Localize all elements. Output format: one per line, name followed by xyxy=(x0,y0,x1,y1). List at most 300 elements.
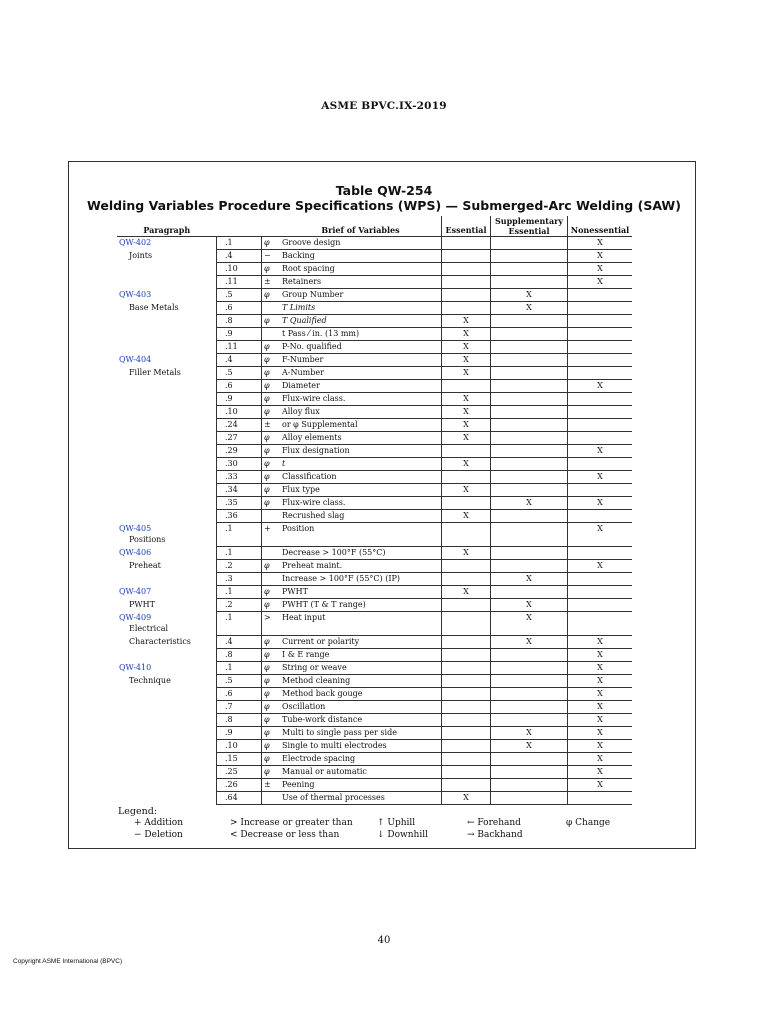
nonessential-mark: X xyxy=(568,636,633,649)
variable-symbol xyxy=(262,547,281,560)
paragraph-cell xyxy=(117,380,217,393)
essential-mark xyxy=(442,573,491,586)
variable-number: .6 xyxy=(217,380,262,393)
essential-mark xyxy=(442,302,491,315)
essential-mark: X xyxy=(442,792,491,805)
variable-brief: Group Number xyxy=(280,289,442,302)
variable-number: .10 xyxy=(217,263,262,276)
paragraph-cell xyxy=(117,419,217,432)
supplementary-mark xyxy=(491,367,568,380)
table-row xyxy=(117,547,632,560)
paragraph-cell xyxy=(117,612,217,636)
supplementary-mark xyxy=(491,276,568,289)
paragraph-cell xyxy=(117,688,217,701)
nonessential-mark xyxy=(568,792,633,805)
variable-brief: Preheat maint. xyxy=(280,560,442,573)
supplementary-mark: X xyxy=(491,573,568,586)
variable-symbol: φ xyxy=(262,445,281,458)
essential-mark: X xyxy=(442,586,491,599)
supplementary-mark xyxy=(491,688,568,701)
essential-mark xyxy=(442,688,491,701)
variable-brief: F-Number xyxy=(280,354,442,367)
variable-symbol: φ xyxy=(262,560,281,573)
table-row xyxy=(117,445,632,458)
nonessential-mark: X xyxy=(568,497,633,510)
supplementary-mark xyxy=(491,662,568,675)
variable-symbol: φ xyxy=(262,380,281,393)
table-row xyxy=(117,458,632,471)
variable-brief: T Qualified xyxy=(280,315,442,328)
wps-table xyxy=(117,216,632,805)
variable-symbol: φ xyxy=(262,714,281,727)
variable-brief: Flux-wire class. xyxy=(280,393,442,406)
essential-mark xyxy=(442,523,491,547)
table-row xyxy=(117,662,632,675)
supplementary-mark xyxy=(491,586,568,599)
page-number: 40 xyxy=(377,935,391,946)
paragraph-cell xyxy=(117,740,217,753)
nonessential-mark: X xyxy=(568,701,633,714)
paragraph-link[interactable]: QW-405 xyxy=(119,523,152,533)
supplementary-mark xyxy=(491,250,568,263)
paragraph-cell xyxy=(117,714,217,727)
table-row xyxy=(117,792,632,805)
nonessential-mark: X xyxy=(568,675,633,688)
supplementary-mark: X xyxy=(491,497,568,510)
variable-number: .5 xyxy=(217,675,262,688)
variable-brief: t Pass ⁄ in. (13 mm) xyxy=(280,328,442,341)
essential-mark xyxy=(442,779,491,792)
paragraph-link[interactable]: QW-409 xyxy=(119,612,152,622)
nonessential-mark: X xyxy=(568,250,633,263)
table-row xyxy=(117,701,632,714)
supplementary-mark: X xyxy=(491,289,568,302)
paragraph-cell xyxy=(117,289,217,302)
variable-number: .7 xyxy=(217,701,262,714)
paragraph-link[interactable]: QW-407 xyxy=(119,586,152,596)
nonessential-mark xyxy=(568,406,633,419)
table-row xyxy=(117,263,632,276)
table-row xyxy=(117,367,632,380)
essential-mark xyxy=(442,649,491,662)
paragraph-group: Filler Metals xyxy=(129,367,181,377)
variable-symbol: φ xyxy=(262,649,281,662)
variable-number: .1 xyxy=(217,612,262,636)
paragraph-group: Joints xyxy=(129,250,153,260)
table-row xyxy=(117,276,632,289)
supplementary-mark xyxy=(491,341,568,354)
variable-brief: Diameter xyxy=(280,380,442,393)
wps-table-body xyxy=(117,237,632,805)
variable-brief: Decrease > 100°F (55°C) xyxy=(280,547,442,560)
table-row xyxy=(117,484,632,497)
paragraph-cell xyxy=(117,406,217,419)
table-row xyxy=(117,471,632,484)
variable-number: .29 xyxy=(217,445,262,458)
table-row xyxy=(117,766,632,779)
paragraph-cell xyxy=(117,523,217,547)
col-nonessential: Nonessential xyxy=(568,216,633,237)
variable-brief: Method cleaning xyxy=(280,675,442,688)
supplementary-mark xyxy=(491,714,568,727)
nonessential-mark xyxy=(568,599,633,612)
table-row xyxy=(117,740,632,753)
table-row xyxy=(117,779,632,792)
variable-symbol xyxy=(262,328,281,341)
essential-mark xyxy=(442,727,491,740)
nonessential-mark xyxy=(568,547,633,560)
nonessential-mark xyxy=(568,341,633,354)
variable-brief: Flux type xyxy=(280,484,442,497)
paragraph-cell xyxy=(117,484,217,497)
variable-brief: T Limits xyxy=(280,302,442,315)
supplementary-mark xyxy=(491,792,568,805)
essential-mark: X xyxy=(442,547,491,560)
variable-symbol: φ xyxy=(262,237,281,250)
variable-number: .26 xyxy=(217,779,262,792)
nonessential-mark: X xyxy=(568,523,633,547)
nonessential-mark: X xyxy=(568,263,633,276)
essential-mark xyxy=(442,662,491,675)
supplementary-mark xyxy=(491,484,568,497)
legend-item: ← Forehand xyxy=(467,818,521,828)
variable-brief: String or weave xyxy=(280,662,442,675)
variable-brief: Manual or automatic xyxy=(280,766,442,779)
variable-number: .8 xyxy=(217,714,262,727)
nonessential-mark: X xyxy=(568,740,633,753)
supplementary-mark xyxy=(491,380,568,393)
essential-mark xyxy=(442,497,491,510)
variable-symbol: φ xyxy=(262,471,281,484)
paragraph-cell xyxy=(117,547,217,560)
legend-item: ↓ Downhill xyxy=(377,830,428,840)
variable-number: .6 xyxy=(217,688,262,701)
nonessential-mark: X xyxy=(568,237,633,250)
variable-brief: Heat input xyxy=(280,612,442,636)
supplementary-mark xyxy=(491,458,568,471)
variable-symbol: φ xyxy=(262,484,281,497)
supplementary-mark: X xyxy=(491,727,568,740)
supplementary-mark xyxy=(491,263,568,276)
variable-brief: Current or polarity xyxy=(280,636,442,649)
paragraph-cell xyxy=(117,510,217,523)
table-row xyxy=(117,497,632,510)
variable-symbol: φ xyxy=(262,341,281,354)
nonessential-mark: X xyxy=(568,753,633,766)
nonessential-mark xyxy=(568,432,633,445)
essential-mark: X xyxy=(442,458,491,471)
variable-number: .10 xyxy=(217,740,262,753)
variable-brief: Backing xyxy=(280,250,442,263)
nonessential-mark xyxy=(568,510,633,523)
supplementary-mark xyxy=(491,432,568,445)
variable-number: .8 xyxy=(217,315,262,328)
paragraph-cell xyxy=(117,636,217,649)
paragraph-link[interactable]: QW-404 xyxy=(119,354,152,364)
supplementary-mark: X xyxy=(491,636,568,649)
variable-symbol: φ xyxy=(262,458,281,471)
variable-brief: Electrode spacing xyxy=(280,753,442,766)
legend-item: > Increase or greater than xyxy=(230,818,353,828)
paragraph-cell xyxy=(117,649,217,662)
essential-mark xyxy=(442,714,491,727)
essential-mark: X xyxy=(442,484,491,497)
essential-mark xyxy=(442,289,491,302)
paragraph-cell xyxy=(117,432,217,445)
paragraph-cell xyxy=(117,341,217,354)
essential-mark: X xyxy=(442,328,491,341)
supplementary-mark: X xyxy=(491,612,568,636)
variable-brief: Position xyxy=(280,523,442,547)
legend-item: ↑ Uphill xyxy=(377,818,416,828)
paragraph-cell xyxy=(117,458,217,471)
supplementary-mark xyxy=(491,237,568,250)
variable-number: .15 xyxy=(217,753,262,766)
table-row xyxy=(117,315,632,328)
variable-number: .2 xyxy=(217,599,262,612)
nonessential-mark: X xyxy=(568,380,633,393)
variable-symbol: φ xyxy=(262,599,281,612)
paragraph-link[interactable]: QW-402 xyxy=(119,238,152,247)
variable-symbol: φ xyxy=(262,367,281,380)
variable-brief: Peening xyxy=(280,779,442,792)
table-row xyxy=(117,237,632,250)
essential-mark xyxy=(442,276,491,289)
nonessential-mark xyxy=(568,573,633,586)
table-row xyxy=(117,328,632,341)
variable-symbol: φ xyxy=(262,432,281,445)
paragraph-cell xyxy=(117,302,217,315)
copyright-notice: Copyright ASME International (BPVC) xyxy=(13,958,123,965)
essential-mark: X xyxy=(442,510,491,523)
supplementary-mark xyxy=(491,406,568,419)
variable-symbol: φ xyxy=(262,586,281,599)
essential-mark: X xyxy=(442,406,491,419)
variable-number: .25 xyxy=(217,766,262,779)
nonessential-mark xyxy=(568,612,633,636)
variable-number: .1 xyxy=(217,523,262,547)
paragraph-cell xyxy=(117,779,217,792)
legend-item: + Addition xyxy=(134,818,184,828)
table-row xyxy=(117,649,632,662)
table-row xyxy=(117,289,632,302)
paragraph-cell xyxy=(117,367,217,380)
paragraph-cell xyxy=(117,727,217,740)
variable-symbol: φ xyxy=(262,393,281,406)
paragraph-group: PWHT xyxy=(129,599,155,609)
essential-mark xyxy=(442,612,491,636)
supplementary-mark xyxy=(491,523,568,547)
variable-brief: Method back gouge xyxy=(280,688,442,701)
variable-number: .34 xyxy=(217,484,262,497)
variable-symbol: > xyxy=(262,612,281,636)
variable-number: .24 xyxy=(217,419,262,432)
variable-symbol: φ xyxy=(262,497,281,510)
variable-symbol: φ xyxy=(262,315,281,328)
paragraph-link[interactable]: QW-410 xyxy=(119,662,152,672)
variable-brief: Classification xyxy=(280,471,442,484)
supplementary-mark xyxy=(491,393,568,406)
paragraph-group: Characteristics xyxy=(129,636,191,646)
essential-mark: X xyxy=(442,367,491,380)
variable-number: .36 xyxy=(217,510,262,523)
essential-mark xyxy=(442,445,491,458)
nonessential-mark xyxy=(568,419,633,432)
variable-number: .6 xyxy=(217,302,262,315)
legend-item: → Backhand xyxy=(467,830,523,840)
essential-mark: X xyxy=(442,419,491,432)
variable-brief: t xyxy=(280,458,442,471)
nonessential-mark: X xyxy=(568,766,633,779)
variable-brief: Multi to single pass per side xyxy=(280,727,442,740)
variable-number: .5 xyxy=(217,289,262,302)
legend xyxy=(118,806,157,817)
variable-number: .4 xyxy=(217,354,262,367)
nonessential-mark: X xyxy=(568,662,633,675)
essential-mark xyxy=(442,740,491,753)
table-row xyxy=(117,432,632,445)
paragraph-cell xyxy=(117,250,217,263)
variable-symbol: ± xyxy=(262,779,281,792)
table-row xyxy=(117,523,632,547)
paragraph-link[interactable]: QW-403 xyxy=(119,289,152,299)
paragraph-cell xyxy=(117,753,217,766)
paragraph-cell xyxy=(117,237,217,250)
table-row xyxy=(117,510,632,523)
variable-symbol: ± xyxy=(262,419,281,432)
essential-mark: X xyxy=(442,393,491,406)
variable-brief: Flux-wire class. xyxy=(280,497,442,510)
supplementary-mark xyxy=(491,779,568,792)
variable-symbol: φ xyxy=(262,289,281,302)
supplementary-mark xyxy=(491,753,568,766)
table-number: Table QW-254 xyxy=(335,183,433,198)
table-row xyxy=(117,302,632,315)
paragraph-cell xyxy=(117,471,217,484)
table-row xyxy=(117,393,632,406)
legend-item: < Decrease or less than xyxy=(230,830,340,840)
paragraph-cell xyxy=(117,701,217,714)
variable-symbol xyxy=(262,792,281,805)
variable-symbol: φ xyxy=(262,753,281,766)
variable-brief: Flux designation xyxy=(280,445,442,458)
variable-symbol: φ xyxy=(262,701,281,714)
variable-number: .9 xyxy=(217,328,262,341)
variable-symbol: φ xyxy=(262,406,281,419)
paragraph-group: Electrical xyxy=(129,623,169,633)
variable-symbol: φ xyxy=(262,263,281,276)
supplementary-mark xyxy=(491,315,568,328)
legend-item: − Deletion xyxy=(134,830,183,840)
supplementary-mark xyxy=(491,510,568,523)
variable-brief: Recrushed slag xyxy=(280,510,442,523)
variable-brief: or φ Supplemental xyxy=(280,419,442,432)
nonessential-mark xyxy=(568,484,633,497)
variable-number: .10 xyxy=(217,406,262,419)
paragraph-cell xyxy=(117,393,217,406)
supplementary-mark xyxy=(491,419,568,432)
variable-symbol xyxy=(262,573,281,586)
variable-symbol: φ xyxy=(262,675,281,688)
table-row xyxy=(117,354,632,367)
nonessential-mark: X xyxy=(568,727,633,740)
col-paragraph: Paragraph xyxy=(117,216,217,237)
variable-brief: Increase > 100°F (55°C) (IP) xyxy=(280,573,442,586)
variable-symbol: − xyxy=(262,250,281,263)
variable-brief: Oscillation xyxy=(280,701,442,714)
supplementary-mark xyxy=(491,560,568,573)
supplementary-mark xyxy=(491,701,568,714)
paragraph-link[interactable]: QW-406 xyxy=(119,547,152,557)
variable-symbol: ± xyxy=(262,276,281,289)
document-header: ASME BPVC.IX-2019 xyxy=(321,100,447,112)
table-row xyxy=(117,573,632,586)
supplementary-mark xyxy=(491,547,568,560)
variable-number: .4 xyxy=(217,250,262,263)
nonessential-mark: X xyxy=(568,276,633,289)
variable-symbol: φ xyxy=(262,662,281,675)
essential-mark xyxy=(442,675,491,688)
table-row xyxy=(117,250,632,263)
essential-mark xyxy=(442,599,491,612)
paragraph-cell xyxy=(117,445,217,458)
table-row xyxy=(117,753,632,766)
table-row xyxy=(117,675,632,688)
nonessential-mark: X xyxy=(568,445,633,458)
nonessential-mark xyxy=(568,289,633,302)
col-supplementary-line1: Supplementary xyxy=(494,216,564,226)
paragraph-cell xyxy=(117,263,217,276)
paragraph-cell xyxy=(117,766,217,779)
essential-mark: X xyxy=(442,341,491,354)
essential-mark xyxy=(442,471,491,484)
variable-symbol: φ xyxy=(262,727,281,740)
variable-brief: Tube-work distance xyxy=(280,714,442,727)
variable-brief: A-Number xyxy=(280,367,442,380)
essential-mark xyxy=(442,701,491,714)
table-row xyxy=(117,560,632,573)
paragraph-group: Preheat xyxy=(129,560,161,570)
paragraph-group: Technique xyxy=(129,675,171,685)
variable-number: .2 xyxy=(217,560,262,573)
paragraph-cell xyxy=(117,354,217,367)
variable-symbol: φ xyxy=(262,688,281,701)
variable-number: .5 xyxy=(217,367,262,380)
paragraph-group: Base Metals xyxy=(129,302,179,312)
table-row xyxy=(117,599,632,612)
variable-number: .1 xyxy=(217,662,262,675)
paragraph-cell xyxy=(117,675,217,688)
table-row xyxy=(117,419,632,432)
essential-mark xyxy=(442,380,491,393)
paragraph-cell xyxy=(117,662,217,675)
table-row xyxy=(117,380,632,393)
variable-number: .8 xyxy=(217,649,262,662)
essential-mark xyxy=(442,237,491,250)
supplementary-mark xyxy=(491,445,568,458)
nonessential-mark: X xyxy=(568,688,633,701)
nonessential-mark xyxy=(568,315,633,328)
supplementary-mark: X xyxy=(491,740,568,753)
paragraph-cell xyxy=(117,599,217,612)
variable-symbol: φ xyxy=(262,354,281,367)
variable-brief: P-No. qualified xyxy=(280,341,442,354)
essential-mark xyxy=(442,636,491,649)
paragraph-cell xyxy=(117,573,217,586)
supplementary-mark xyxy=(491,649,568,662)
table-row xyxy=(117,714,632,727)
essential-mark: X xyxy=(442,354,491,367)
